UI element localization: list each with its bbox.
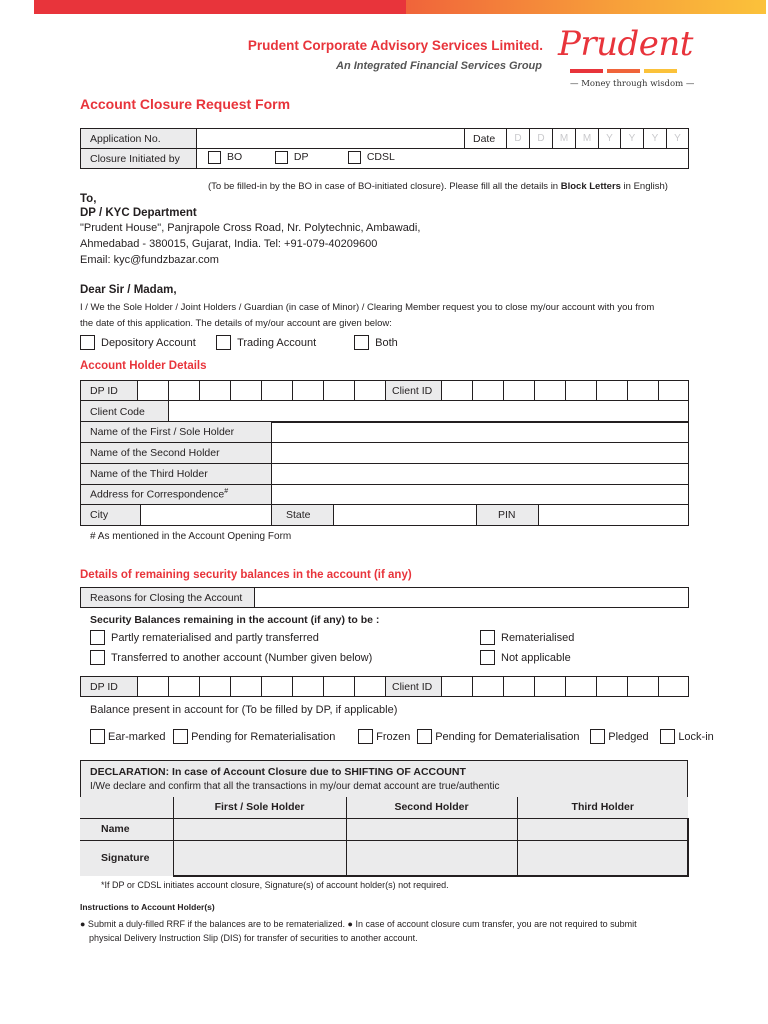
second-holder-field[interactable] [272, 443, 689, 464]
dp-id-label: DP ID [81, 381, 138, 401]
client-id-box[interactable] [473, 381, 504, 401]
option-partly-remat[interactable]: Partly rematerialised and partly transferred [90, 630, 319, 648]
client-code-table [80, 400, 689, 423]
checkbox[interactable] [660, 729, 675, 744]
date-box-m1[interactable]: M [553, 129, 576, 149]
checkbox[interactable] [90, 729, 105, 744]
application-no-field[interactable] [197, 129, 465, 149]
closure-option-dp[interactable]: DP [275, 151, 345, 164]
instructions-line2: physical Delivery Instruction Slip (DIS) for transfer of securities to another account. [89, 933, 418, 943]
date-label: Date [465, 129, 507, 149]
first-holder-label: Name of the First / Sole Holder [81, 422, 272, 443]
second-holder-name-field[interactable] [346, 818, 517, 840]
logo-wordmark: Prudent [558, 24, 693, 64]
flag-ear-marked[interactable]: Ear-marked [90, 729, 170, 744]
company-tagline: An Integrated Financial Services Group [336, 60, 542, 72]
request-line2: the date of this application. The details of my/our account are given below: [80, 318, 392, 329]
account-type-depository[interactable]: Depository Account [80, 335, 213, 350]
date-box-d2[interactable]: D [530, 129, 553, 149]
third-holder-label: Name of the Third Holder [81, 464, 272, 485]
checkbox[interactable] [354, 335, 369, 350]
date-box-y1[interactable]: Y [599, 129, 621, 149]
reasons-table [80, 587, 689, 608]
address-to: To, [80, 193, 97, 205]
address-dept: DP / KYC Department [80, 207, 197, 219]
transfer-client-id-box[interactable] [535, 677, 566, 697]
dp-id-box[interactable] [293, 381, 324, 401]
checkbox[interactable] [208, 151, 221, 164]
flag-pending-remat[interactable]: Pending for Rematerialisation [173, 729, 355, 744]
logo-color-bars [570, 69, 677, 73]
salutation: Dear Sir / Madam, [80, 284, 177, 296]
address-email: Email: kyc@fundzbazar.com [80, 254, 219, 266]
flag-lock-in[interactable]: Lock-in [660, 729, 713, 744]
transfer-client-id-box[interactable] [504, 677, 535, 697]
checkbox[interactable] [275, 151, 288, 164]
flag-frozen[interactable]: Frozen [358, 729, 414, 744]
col-third-holder: Third Holder [517, 797, 688, 818]
closure-initiated-label: Closure Initiated by [81, 149, 197, 169]
balances-heading: Security Balances remaining in the account (if any) to be : [90, 614, 380, 626]
city-state-pin-table [80, 504, 689, 526]
company-name: Prudent Corporate Advisory Services Limited. [247, 38, 543, 53]
date-box-y2[interactable]: Y [621, 129, 644, 149]
checkbox[interactable] [216, 335, 231, 350]
request-line1: I / We the Sole Holder / Joint Holders / Guardian (in case of Minor) / Clearing Member request you to close my/our account with you from [80, 302, 655, 313]
first-holder-signature-field[interactable] [173, 840, 346, 876]
flag-pending-demat[interactable]: Pending for Dematerialisation [417, 729, 587, 744]
flag-pledged[interactable]: Pledged [590, 729, 657, 744]
dp-id-box[interactable] [355, 381, 386, 401]
city-field[interactable] [141, 505, 272, 526]
checkbox[interactable] [90, 650, 105, 665]
row-name-label: Name [80, 818, 173, 840]
top-bar-red [34, 0, 406, 14]
transfer-client-id-label: Client ID [386, 677, 442, 697]
checkbox[interactable] [348, 151, 361, 164]
dp-id-box[interactable] [169, 381, 200, 401]
third-holder-field[interactable] [272, 464, 689, 485]
transfer-dp-id-box[interactable] [262, 677, 293, 697]
application-no-label: Application No. [81, 129, 197, 149]
top-bar-orange [406, 0, 766, 14]
reasons-field[interactable] [255, 588, 689, 608]
instructions-line1: ● Submit a duly-filled RRF if the balances are to be rematerialized. ● In case of account closure cum transfer, you are not required to submit [80, 919, 637, 929]
date-box-y3[interactable]: Y [644, 129, 667, 149]
client-code-label: Client Code [81, 401, 169, 423]
col-second-holder: Second Holder [346, 797, 517, 818]
date-box-m2[interactable]: M [576, 129, 599, 149]
dp-id-box[interactable] [231, 381, 262, 401]
second-holder-signature-field[interactable] [346, 840, 517, 876]
state-label: State [272, 505, 334, 526]
balance-section-title: Details of remaining security balances in the account (if any) [80, 569, 412, 581]
declaration-note: *If DP or CDSL initiates account closure, Signature(s) of account holder(s) not required. [101, 880, 449, 890]
top-color-bar [34, 0, 766, 14]
checkbox[interactable] [480, 650, 495, 665]
third-holder-signature-field[interactable] [517, 840, 688, 876]
address-correspondence-field[interactable] [272, 485, 689, 505]
client-id-box[interactable] [442, 381, 473, 401]
prudent-logo [556, 24, 706, 94]
transfer-client-id-box[interactable] [566, 677, 597, 697]
address-footnote: # As mentioned in the Account Opening Form [90, 531, 292, 542]
transfer-dp-id-box[interactable] [293, 677, 324, 697]
row-signature-label: Signature [80, 840, 173, 876]
holder-names-table [80, 421, 689, 505]
transfer-client-id-box[interactable] [628, 677, 659, 697]
client-id-box[interactable] [597, 381, 628, 401]
dp-id-box[interactable] [138, 381, 169, 401]
first-holder-field[interactable] [272, 422, 689, 443]
client-id-box[interactable] [504, 381, 535, 401]
instructions-title: Instructions to Account Holder(s) [80, 902, 215, 912]
account-holder-section-title: Account Holder Details [80, 360, 207, 372]
checkbox[interactable] [358, 729, 373, 744]
client-id-box[interactable] [535, 381, 566, 401]
checkbox[interactable] [480, 630, 495, 645]
client-code-field[interactable] [169, 401, 689, 423]
date-box-d1[interactable]: D [507, 129, 530, 149]
declaration-text: I/We declare and confirm that all the transactions in my/our demat account are true/authentic [90, 781, 500, 792]
option-rematerialised[interactable]: Rematerialised [480, 630, 574, 648]
city-label: City [81, 505, 141, 526]
transfer-dp-id-label: DP ID [81, 677, 138, 697]
option-not-applicable[interactable]: Not applicable [480, 650, 571, 668]
dp-id-box[interactable] [324, 381, 355, 401]
account-type-options [80, 335, 398, 353]
dp-id-box[interactable] [262, 381, 293, 401]
checkbox[interactable] [90, 630, 105, 645]
third-holder-name-field[interactable] [517, 818, 688, 840]
checkbox[interactable] [173, 729, 188, 744]
option-transferred[interactable]: Transferred to another account (Number given below) [90, 650, 372, 668]
declaration-corner [80, 797, 173, 818]
transfer-dp-client-table [80, 676, 689, 697]
checkbox[interactable] [590, 729, 605, 744]
transfer-dp-id-box[interactable] [231, 677, 262, 697]
dp-client-id-table [80, 380, 689, 401]
pin-field[interactable] [539, 505, 689, 526]
closure-option-bo[interactable]: BO [208, 151, 272, 164]
transfer-dp-id-box[interactable] [355, 677, 386, 697]
declaration-title: DECLARATION: In case of Account Closure due to SHIFTING OF ACCOUNT [90, 766, 466, 778]
transfer-dp-id-box[interactable] [138, 677, 169, 697]
date-box-y4[interactable]: Y [667, 129, 689, 149]
transfer-client-id-box[interactable] [597, 677, 628, 697]
declaration-table [80, 797, 689, 877]
transfer-dp-id-box[interactable] [324, 677, 355, 697]
first-holder-name-field[interactable] [173, 818, 346, 840]
balance-flag-options [90, 729, 714, 747]
form-title: Account Closure Request Form [80, 96, 291, 112]
transfer-client-id-box[interactable] [659, 677, 689, 697]
second-holder-label: Name of the Second Holder [81, 443, 272, 464]
closure-options [197, 149, 689, 169]
client-id-box[interactable] [628, 381, 659, 401]
account-type-both[interactable]: Both [354, 335, 398, 350]
address-correspondence-label: Address for Correspondence# [81, 485, 272, 505]
transfer-client-id-box[interactable] [473, 677, 504, 697]
pin-label: PIN [477, 505, 539, 526]
client-id-label: Client ID [386, 381, 442, 401]
application-table [80, 128, 689, 169]
address-line2: Ahmedabad - 380015, Gujarat, India. Tel: +91-079-40209600 [80, 238, 378, 250]
checkbox[interactable] [80, 335, 95, 350]
transfer-dp-id-box[interactable] [200, 677, 231, 697]
closure-option-cdsl[interactable]: CDSL [348, 151, 395, 164]
fill-instruction-note: (To be filled-in by the BO in case of BO-initiated closure). Please fill all the details in Block Letters in English) [208, 181, 668, 192]
dp-id-box[interactable] [200, 381, 231, 401]
balance-present-text: Balance present in account for (To be filled by DP, if applicable) [90, 704, 398, 716]
checkbox[interactable] [417, 729, 432, 744]
logo-motto: — Money through wisdom — [570, 79, 695, 89]
col-first-holder: First / Sole Holder [173, 797, 346, 818]
address-line1: "Prudent House", Panjrapole Cross Road, Nr. Polytechnic, Ambawadi, [80, 222, 421, 234]
client-id-box[interactable] [566, 381, 597, 401]
transfer-client-id-box[interactable] [442, 677, 473, 697]
account-type-trading[interactable]: Trading Account [216, 335, 351, 350]
transfer-dp-id-box[interactable] [169, 677, 200, 697]
state-field[interactable] [334, 505, 477, 526]
reasons-label: Reasons for Closing the Account [81, 588, 255, 608]
client-id-box[interactable] [659, 381, 689, 401]
